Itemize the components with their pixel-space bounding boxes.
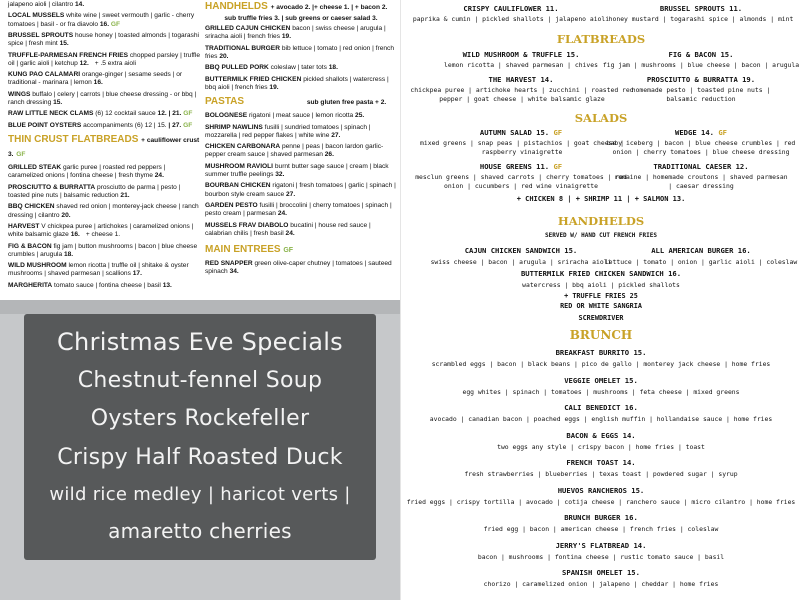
menu-item [8, 110, 200, 118]
menu-item-name: GRILLED STEAK [8, 164, 62, 172]
menu-item-price: 20. [219, 52, 229, 60]
item-desc: lettuce | tomato | onion | garlic aioli | coleslaw [604, 258, 798, 266]
menu-item-price: 19. [269, 83, 279, 91]
dinner-menu-panel [0, 0, 400, 300]
menu-column-handhelds-pastas [205, 0, 397, 280]
menu-item-name: BBQ PULLED PORK [205, 64, 269, 72]
brunch-item-name: FRENCH TOAST 14. [566, 458, 636, 467]
menu-item-desc: green olive-caper chutney | tomatoes | sauteed spinach [205, 259, 392, 276]
item-name [421, 128, 621, 137]
menu-item-name: HARVEST [8, 222, 40, 230]
menu-item-desc: rigatoni | fresh tomatoes | garlic | spinach | bourbon style cream sauce [205, 182, 396, 198]
brunch-item-desc: egg whites | spinach | tomatoes | mushrooms | feta cheese | mixed greens [462, 387, 740, 396]
item-name-text: AUTUMN SALAD 15. [479, 128, 550, 137]
brunch-item-desc: two eggs any style | crispy bacon | home fries | toast [497, 442, 705, 451]
item-name-text: HOUSE GREENS 11. [479, 162, 550, 171]
brunch-item-desc: fried eggs | crispy tortilla | avocado | cotija cheese | ranchero sauce | micro cilantro | home fries [406, 497, 796, 506]
brunch-item-desc: bacon | mushrooms | fontina cheese | rustic tomato sauce | basil [477, 552, 725, 561]
menu-item-price: 15. [53, 98, 63, 106]
menu-item [8, 1, 200, 9]
menu-item-desc: pickled shallots | watercress | bbq aioli | french fries [205, 75, 389, 91]
menu-item-desc: fusilli | sundried tomatoes | spinach | mozzarella | red pepper flakes | white wine [205, 123, 371, 139]
menu-item [8, 12, 200, 28]
chalk-line-oysters: Oysters Rockefeller [90, 406, 310, 431]
item-name [421, 162, 621, 171]
brunch-item-name: JERRY'S FLATBREAD 14. [555, 540, 647, 550]
menu-item-desc: fusilli | broccolini | cherry tomatoes | spinach | pesto cream | parmesan [205, 201, 392, 218]
menu-item [8, 262, 200, 278]
item-name: ALL AMERICAN BURGER 16. [651, 246, 751, 255]
menu-item-desc: garlic puree | roasted red peppers | caramelized onions | fontina cheese | fresh thyme [8, 164, 166, 180]
menu-item [8, 282, 200, 290]
flatbreads-heading [8, 133, 200, 161]
handhelds-sub: SERVED W/ HAND CUT FRENCH FRIES [545, 232, 657, 239]
menu-item-name: CHICKEN CARBONARA [205, 143, 281, 151]
menu-item [205, 64, 397, 72]
gf-badge: GF [718, 128, 727, 137]
menu-item-name: GRILLED CAJUN CHICKEN [205, 25, 291, 32]
brunch-item-name: HUEVOS RANCHEROS 15. [557, 485, 645, 495]
menu-item-desc: bib lettuce | tomato | red onion | french fries [205, 44, 394, 60]
gf-badge: GF [16, 151, 26, 159]
menu-item [205, 202, 397, 218]
drinks-line: RED OR WHITE SANGRIA [560, 302, 642, 310]
pastas-sub: sub gluten free pasta + 2. [306, 99, 387, 107]
menu-item-desc: tomato sauce | fontina cheese | basil [54, 281, 161, 289]
menu-item-desc: house honey | toasted almonds | togarashi spice | fresh mint [8, 31, 199, 48]
item-desc: romaine | homemade croutons | shaved parmesan | caesar dressing [614, 173, 788, 190]
menu-item-desc: penne | peas | bacon lardon garlic-pepper cream sauce | shaved parmesan [205, 143, 384, 159]
chalk-line-duck: Crispy Half Roasted Duck [57, 445, 343, 470]
item-desc: homemade pesto | toasted pine nuts | balsamic reduction [631, 86, 771, 103]
item-desc: swiss cheese | bacon | arugula | sriracha aioli [430, 258, 612, 266]
menu-item-desc: lemon ricotta | truffle oil | shitake & oyster mushrooms | shaved parmesan | scallions [8, 262, 189, 278]
menu-item-name: MUSHROOM RAVIOLI [205, 162, 274, 170]
menu-item [205, 222, 397, 238]
brunch-item-desc: avocado | canadian bacon | poached eggs | english muffin | hollandaise sauce | home fries [429, 415, 773, 423]
pastas-heading-text: PASTAS [205, 96, 245, 108]
menu-item-price: 16. [70, 231, 80, 239]
gf-badge: GF [283, 246, 294, 254]
section-heading-flatbreads: FLATBREADS [556, 32, 646, 46]
entrees-heading-text: MAIN ENTREES [205, 243, 281, 255]
menu-item-name: WINGS [8, 90, 31, 98]
menu-item-name: BRUSSEL SPROUTS [8, 31, 74, 39]
item-desc: lemon ricotta | shaved parmesan | chives [444, 61, 598, 69]
menu-item-name: KUNG PAO CALAMARI [8, 71, 81, 79]
salad-addons: + CHICKEN 8 | + SHRIMP 11 | + SALMON 13. [516, 195, 686, 203]
menu-item [205, 143, 397, 159]
chalk-line-title: Christmas Eve Specials [57, 328, 343, 356]
menu-item-price: 27. [331, 131, 341, 139]
specials-photo [0, 300, 400, 600]
menu-item [205, 124, 397, 140]
menu-item-name: FIG & BACON [8, 242, 52, 250]
brunch-item-name: CALI BENEDICT 16. [564, 403, 638, 412]
handhelds-addons: + avocado 2. |+ cheese 1. | + bacon 2. [270, 4, 388, 11]
menu-item-name: LOCAL MUSSELS [8, 12, 65, 20]
item-name: TRADITIONAL CAESER 12. [653, 162, 749, 171]
menu-item-price: 16. [99, 20, 110, 28]
menu-item-name: MUSSELS FRAV DIABOLO [205, 221, 289, 229]
item-name-text: WEDGE 14. [675, 128, 714, 137]
menu-item-price: 18. [328, 64, 338, 72]
menu-item-name: TRADITIONAL BURGER [205, 44, 280, 52]
menu-item-price: 12. | 21. [157, 110, 182, 118]
gf-badge: GF [553, 128, 563, 137]
section-heading-brunch: BRUNCH [569, 328, 633, 342]
item-desc: fig jam | mushrooms | blue cheese | bacon | arugula [602, 61, 800, 69]
menu-item-desc: prosciutto de parma | pesto | toasted pine nuts | balsamic reduction [8, 183, 181, 199]
menu-item-extra: + cheese 1. [85, 231, 121, 239]
menu-item-name: BUTTERMILK FRIED CHICKEN [205, 75, 302, 83]
menu-item-name: PROSCIUTTO & BURRATTA [8, 183, 96, 191]
menu-item-name: SHRIMP NAWLINS [205, 123, 263, 131]
menu-item-desc: chopped parsley | truffle oil | garlic aioli | ketchup [8, 51, 201, 67]
menu-item-price: 24. [285, 229, 295, 237]
brunch-item-desc: fried egg | bacon | american cheese | french fries | coleslaw [483, 525, 719, 533]
menu-item-name: BBQ CHICKEN [8, 203, 55, 211]
photo-edge [0, 300, 400, 314]
item-name: FIG & BACON 15. [668, 50, 734, 59]
drinks-line: SCREWDRIVER [578, 314, 624, 322]
menu-item-name: GARDEN PESTO [205, 201, 258, 209]
gf-badge: GF [183, 121, 193, 129]
menu-item-desc: rigatoni | meat sauce | lemon ricotta [248, 112, 354, 120]
menu-item-name: BOLOGNESE [205, 112, 248, 120]
starters-list [8, 1, 200, 130]
item-name: CRISPY CAULIFLOWER 11. [463, 4, 559, 13]
menu-item-name: MARGHERITA [8, 281, 53, 289]
chalk-line-cherries: amaretto cherries [108, 519, 292, 543]
menu-item-desc: burnt butter sage sauce | cream | black summer truffle peelings [205, 162, 389, 178]
handhelds-heading [205, 0, 397, 14]
brunch-item-name: SPANISH OMELET 15. [562, 568, 640, 577]
flatbreads-list [8, 164, 200, 290]
brunch-item-name: BACON & EGGS 14. [566, 430, 636, 440]
item-name [611, 128, 791, 137]
menu-item [205, 163, 397, 179]
menu-item [8, 223, 200, 239]
menu-item-desc: bacon | swiss cheese | arugula | sriracha aioli | french fries [205, 25, 386, 41]
brunch-item-name: BRUNCH BURGER 16. [564, 513, 638, 522]
menu-item-name: TRUFFLE-PARMESAN FRENCH FRIES [8, 51, 129, 59]
menu-item-desc: buffalo | celery | carrots | blue cheese dressing - or bbq | ranch dressing [8, 90, 197, 106]
menu-item-price: 15. [59, 40, 69, 48]
menu-item-desc: white wine | sweet vermouth | garlic - cherry tomatoes | basil - or fra diavolo [8, 12, 195, 28]
brunch-menu-panel [400, 0, 800, 600]
menu-item [8, 52, 200, 68]
menu-item-desc: coleslaw | tater tots [270, 64, 327, 72]
menu-item [8, 122, 200, 130]
menu-item-price: 19. [281, 33, 292, 41]
menu-item [205, 25, 397, 41]
gf-badge: GF [110, 20, 121, 28]
item-desc: watercress | bbq aioli | pickled shallots [522, 281, 680, 289]
menu-item [8, 164, 200, 180]
section-heading-salads: SALADS [574, 111, 628, 125]
brunch-item-desc: fresh strawberries | blueberries | texas toast | powdered sugar | syrup [464, 470, 738, 478]
item-desc: chickpea puree | artichoke hearts | zucchini | roasted red pepper | goat cheese | white balsamic glaze [410, 86, 634, 103]
menu-item-price: 20. [61, 211, 71, 219]
brunch-item-desc: scrambled eggs | bacon | black beans | pico de gallo | monterey jack cheese | home fries [431, 360, 771, 368]
entrees-list [205, 260, 397, 276]
menu-item-price: 34. [229, 268, 239, 276]
menu-item [8, 71, 200, 87]
menu-item-price: 18. [63, 250, 74, 258]
handhelds-list [205, 25, 397, 92]
item-desc: baby iceberg | bacon | blue cheese crumbles | red onion | cherry tomatoes | blue cheese dressing [606, 139, 796, 156]
menu-item-price: 13. [162, 281, 172, 289]
menu-item [8, 243, 200, 259]
menu-item-name: RED SNAPPER [205, 259, 253, 267]
item-desc: paprika & cumin | pickled shallots | jalapeno aioli [412, 15, 610, 23]
menu-item [8, 32, 200, 48]
pastas-list [205, 112, 397, 238]
menu-item-name: RAW LITTLE NECK CLAMS [8, 110, 94, 118]
menu-item-price: 24. [154, 172, 164, 180]
brunch-item-name: BREAKFAST BURRITO 15. [555, 348, 647, 357]
menu-item-desc: (6) 12 cocktail sauce [95, 110, 156, 118]
handhelds-sub: sub truffle fries 3. | sub greens or caeser salad 3. [224, 15, 378, 22]
menu-item-desc: orange-ginger | sesame seeds | or traditional - marinara | lemon [8, 71, 183, 87]
flatbreads-heading-text: THIN CRUST FLATBREADS [8, 134, 139, 146]
menu-item-price: 21. [120, 191, 130, 199]
menu-item-desc: shaved red onion | monterey-jack cheese | ranch dressing | cilantro [8, 203, 199, 219]
item-name: BUTTERMILK FRIED CHICKEN SANDWICH 16. [520, 269, 682, 278]
item-name: THE HARVEST 14. [488, 75, 554, 84]
item-desc: honey mustard | togarashi spice | almonds | mint [608, 15, 794, 23]
chalkboard [24, 314, 376, 560]
menu-item [205, 182, 397, 198]
menu-item-price: 27. [286, 190, 296, 198]
item-name: WILD MUSHROOM & TRUFFLE 15. [462, 50, 580, 59]
menu-item [8, 184, 200, 200]
drinks-line: + TRUFFLE FRIES 25 [564, 292, 638, 300]
item-desc: mesclun greens | shaved carrots | cherry tomatoes | red onion | cucumbers | red wine vinaigrette [415, 173, 627, 190]
menu-item-extra: + .5 extra aioli [94, 59, 137, 67]
menu-item [205, 76, 397, 92]
menu-item-price: 32. [275, 170, 285, 178]
menu-item-name: BOURBAN CHICKEN [205, 182, 271, 190]
menu-item-price: 17. [132, 270, 142, 278]
menu-item [205, 260, 397, 276]
brunch-item-desc: chorizo | caramelized onion | jalapeno | cheddar | home fries [483, 580, 719, 588]
menu-item [205, 112, 397, 120]
brunch-item-name: VEGGIE OMELET 15. [564, 375, 638, 385]
menu-item-name: WILD MUSHROOM [8, 262, 67, 270]
chalk-line-soup: Chestnut-fennel Soup [77, 368, 323, 393]
menu-item [205, 45, 397, 61]
menu-item-desc: fig jam | button mushrooms | bacon | blue cheese crumbles | arugula [8, 242, 198, 258]
menu-item-price: | 27. [168, 121, 182, 129]
menu-column-starters-flatbreads [8, 0, 200, 293]
menu-item-name: BLUE POINT OYSTERS [8, 121, 82, 129]
flatbreads-heading-sub: + cauliflower crust 3. [8, 137, 200, 159]
menu-item-price: 24. [277, 210, 287, 218]
menu-item-desc: V chickpea puree | artichokes | caramelized onions | white balsamic glaze [8, 222, 194, 239]
menu-item [8, 91, 200, 107]
menu-item [8, 203, 200, 219]
gf-badge: GF [553, 162, 563, 171]
menu-item-price: 14. [74, 1, 85, 8]
item-name: CAJUN CHICKEN SANDWICH 15. [464, 246, 578, 255]
entrees-heading [205, 243, 397, 257]
section-heading-handhelds: HANDHELDS [557, 214, 645, 228]
menu-item-price: 25. [355, 112, 365, 120]
item-desc: mixed greens | snap peas | pistachios | goat cheese | raspberry vinaigrette [420, 139, 624, 156]
handhelds-heading-text: HANDHELDS [205, 1, 268, 12]
pastas-heading [205, 95, 397, 109]
menu-item-price: 26. [324, 151, 334, 159]
menu-item-desc: bucatini | house red sauce | calabrian chilis | fresh basil [205, 221, 371, 237]
menu-item-desc: accompaniments (6) 12 | 15. [83, 121, 167, 129]
menu-item-price: 16. [93, 79, 103, 87]
menu-item-desc: jalapeno aioli | cilantro [8, 1, 74, 8]
gf-badge: GF [183, 110, 193, 118]
item-name: BRUSSEL SPROUTS 11. [659, 4, 743, 13]
chalk-line-sides: wild rice medley | haricot verts | [49, 484, 351, 505]
menu-item-price: 12. [79, 59, 89, 67]
item-name: PROSCIUTTO & BURRATTA 19. [646, 75, 756, 84]
